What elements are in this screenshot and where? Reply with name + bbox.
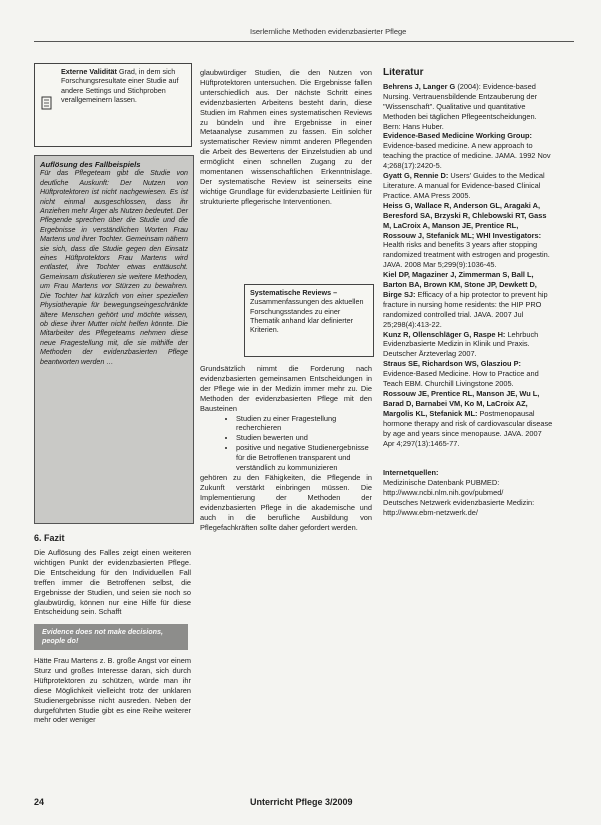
box-title: Auflösung des Fallbeispiels — [40, 160, 141, 169]
box-text: Für das Pflegeteam gibt die Studie von deutliche Auskunft: Der Nutzen von Hüftprotektoren ist nicht nachgewiesen. Es ist nicht einmal ausgeschlossen, dass ihr Anziehen mehr Ärger als Nutzen bedeutet. Der Pflegende sprechen über die Studie und die Ergebnisse in verständlichen Worten Frau Martens und ihrer Tochter. Gemeinsam nähern sie sich, dass die Studie gegen den Einsatz eines Hüftprotektors Frau Martens wird entlastet, ihre Tochter etwas enttäuscht. Gemeinsam diskutieren sie weitere Methoden, um Frau Martens vor Stürzen zu bewahren. Die Tochter hat kürzlich von einer speziellen Physiotherapie für bewegungseingeschränkte ältere Menschen gehört und möchte wissen, ob diese ihrer Mutter nicht helfen könnte. Die Mitarbeiter des Pflegeteams nehmen diese neue Fragestellung mit, die sie mithilfe der Methoden der evidenzbasierten Pflege beantworten werden … — [40, 169, 188, 366]
reference: Kiel DP, Magaziner J, Zimmerman S, Ball L, Barton BA, Brown KM, Stone JP, Dewkett D, Birge SJ: Efficacy of a hip protector to prevent hip fracture in nursing home residents: the HIP PRO randomized controlled trial. JAVA. 2007 Jul 25;298(4):413-22. — [383, 270, 548, 329]
reference: Straus SE, Richardson WS, Glasziou P: Evidence-Based Medicine. How to Practice and Teach EBM. Churchill Livingstone 2005. — [383, 359, 539, 389]
page-number: 24 — [34, 797, 45, 807]
definition-box-systematic-reviews — [244, 284, 374, 357]
reference: Rossouw JE, Prentice RL, Manson JE, Wu L, Barad D, Barnabei VM, Ko M, LaCroix AZ, Margolis KL, Stefanick ML: Postmenopausal hormone therapy and risk of cardiovascular disease by age and years since menopause. JAVA. 2007 Apr 4;297(13):1465-77. — [383, 389, 553, 448]
header-rule — [34, 41, 574, 42]
paragraph: Hätte Frau Martens z. B. große Angst vor einem Sturz und großes Interesse daran, sich durch Hüftprotektoren zu schützen, würde man ihr diese Möglichkeit vielleicht trotz der unklaren Studienergebnisse nicht ausreden. Neben der durgeführten Studie gibt es eine Reihe weiterer mehr oder weniger — [34, 656, 191, 725]
list-item: • Studien bewerten und — [236, 433, 372, 443]
column1-continuation — [34, 656, 191, 725]
definition-box-external-validity — [34, 63, 192, 147]
source-link[interactable]: Medizinische Datenbank PUBMED: http://www.ncbi.nlm.nih.gov/pubmed/ — [383, 478, 504, 498]
reference: Evidence-Based Medicine Working Group: Evidence-based medicine. A new approach to teaching the practice of medicine. JAMA. 1992 Nov 4;268(17):2420-5. — [383, 131, 551, 171]
paragraph: Grundsätzlich nimmt die Forderung nach evidenzbasierten gemeinsamen Entscheidungen in der Pflege wie in der Medizin immer mehr zu. Die Methoden der evidenzbasierten Pflege mit den Bausteinen — [200, 364, 372, 413]
column-3 — [383, 68, 553, 788]
reference: Gyatt G, Rennie D: Users' Guides to the Medical Literature. A manual for Evidence-based Clinical Practice. AMA Press 2005. — [383, 171, 545, 200]
paragraph: Die Auflösung des Falles zeigt einen weiteren wichtigen Punkt der evidenzbasierten Pflege. Die Entscheidung für den Individuellen Fall treffen immer die Betroffenen selbst, die Ergebnisse der Studien, und seien sie noch so glaubwürdig, können nur eine Hilfe für diese Entscheidung sein. Schafft — [34, 548, 191, 617]
paragraph: gehören zu den Fähigkeiten, die Pflegende in Zukunft verstärkt einbringen müssen. Die Implementierung der Methoden der evidenzbasierten Pflege in die akademische und auch in die berufliche Ausbildung von Pflegefachkräften sollte daher gefordert werden. — [200, 472, 372, 532]
highlight-band — [34, 624, 188, 650]
reference: Behrens J, Langer G (2004): Evidence-based Nursing. Vertrauensbildende Entzauberung der "Wissenschaft". Qualitative und quantitative Methoden bei täglichen Pflegeentscheidungen. Bern: Hans Huber. — [383, 81, 538, 131]
list-item: • positive und negative Studienergebnisse für die Betroffenen transparent und verständlich zu kommunizieren — [236, 443, 372, 473]
source-link[interactable]: Deutsches Netzwerk evidenzbasierte Medizin: http://www.ebm-netzwerk.de/ — [383, 498, 535, 518]
highlight-text: Evidence does not make decisions, people do! — [42, 627, 164, 646]
journal-footer: Unterricht Pflege 3/2009 — [250, 797, 353, 807]
column-2-lower — [200, 364, 372, 532]
section-heading: 6. Fazit — [34, 533, 65, 543]
column-2 — [200, 68, 372, 278]
bullet-list — [200, 414, 372, 473]
box-title: Systematische Reviews – — [250, 288, 338, 297]
paragraph: glaubwürdiger Studien, die den Nutzen von Hüftprotektoren untersuchen. Die Ergebnisse fallen unterschiedlich aus. Der nächste Schritt eines evidenzbasierten Arbeitens besteht darin, diese Studien im Rahmen eines systematischen Reviews zu bündeln und ihre Ergebnisse in einer Metaanalyse zusammen zu fassen. Ein solcher systematischer Review nimmt anderen Pflegenden die Arbeit des Bewertens der Einzelstudien ab und ermöglicht einen schnellen Zugang zu der momentanen wissenschaftlichen Erkenntnislage. Der systematische Review ist seinerseits eine wichtige Grundlage für evidenzbasierte Leitlinien für strukturierte pflegerische Interventionen. — [200, 68, 372, 206]
running-header: Iserlernliche Methoden evidenzbasierter Pflege — [250, 27, 407, 36]
list-item: • Studien zu einer Fragestellung recherchieren — [236, 414, 372, 434]
section-body — [34, 548, 191, 617]
reference: Heiss G, Wallace R, Anderson GL, Aragaki A, Beresford SA, Brzyski R, Chlebowski RT, Gass M, LaCroix A, Manson JE, Prentice RL, Rossouw J, Stefanick ML; WHI Investigators: Health risks and benefits 3 years after stopping randomized treatment with estrogen and progestin. JAVA. 2008 Mar 5;299(9):1036-45. — [383, 200, 550, 270]
book-icon — [41, 96, 53, 110]
sources-title: Internetquellen: — [383, 468, 439, 478]
box-title: Externe Validität — [61, 67, 117, 76]
case-resolution-box — [34, 155, 194, 524]
box-text: Grad, in dem sich Forschungsresultate einer Studie auf andere Settings und Stichproben verallgemeinern lassen. — [61, 67, 179, 104]
literature-title: Literatur — [383, 68, 424, 78]
reference: Kunz R, Ollenschläger G, Raspe H: Lehrbuch Evidenzbasierte Medizin in Klinik und Praxis. Deutscher Ärzteverlag 2007. — [383, 329, 539, 359]
box-text: Zusammenfassungen des aktuellen Forschungsstandes zu einer Thematik anhand klar definierter Kriterien. — [250, 297, 364, 335]
